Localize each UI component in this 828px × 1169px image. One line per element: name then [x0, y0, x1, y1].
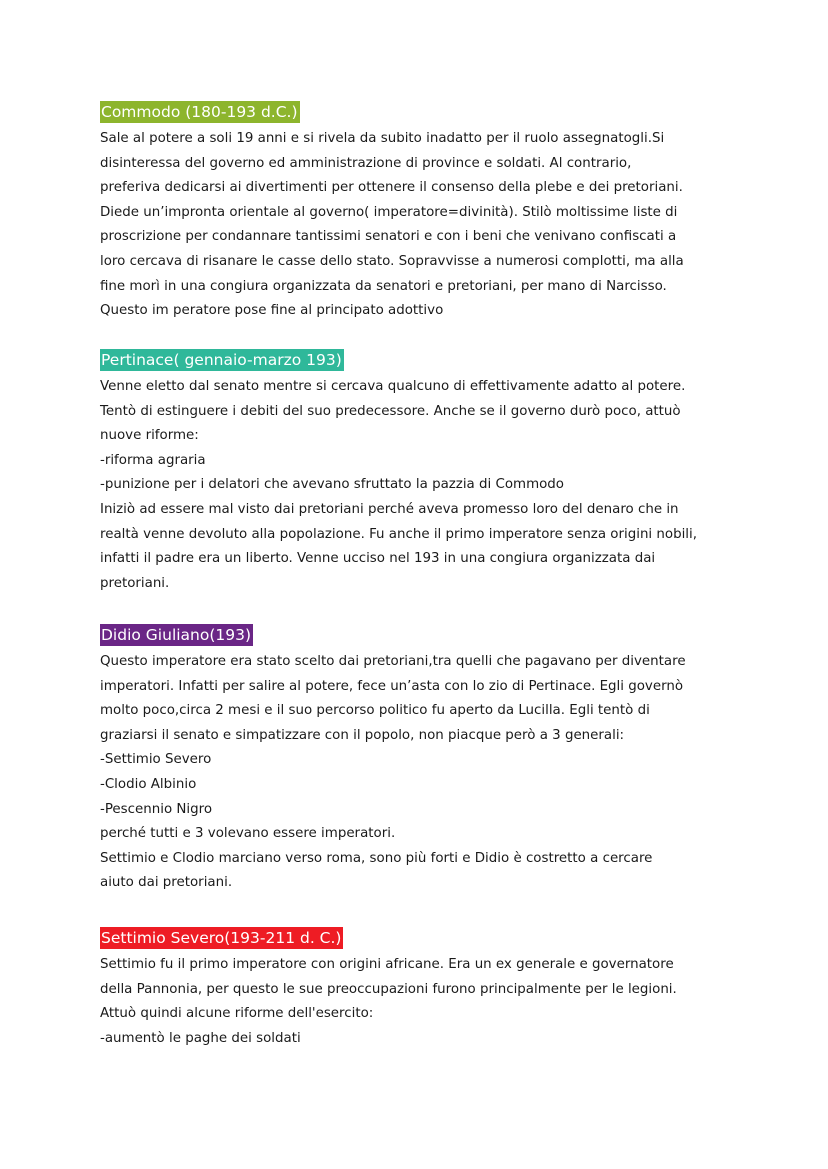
body-line: proscrizione per condannare tantissimi senatori e con i beni che venivano confiscati a	[100, 229, 677, 245]
body-line: pretoriani.	[100, 575, 170, 591]
section-commodo	[100, 101, 740, 324]
section-title-settimio-severo: Settimio Severo(193-211 d. C.)	[101, 929, 342, 947]
body-line: Tentò di estinguere i debiti del suo predecessore. Anche se il governo durò poco, attuò	[100, 403, 681, 419]
body-line: realtà venne devoluto alla popolazione. Fu anche il primo imperatore senza origini nobili,	[100, 526, 698, 542]
section-body-commodo	[100, 127, 740, 324]
body-line: aiuto dai pretoriani.	[100, 875, 233, 891]
body-line: Iniziò ad essere mal visto dai pretoriani perché aveva promesso loro del denaro che in	[100, 501, 679, 517]
section-body-pertinace	[100, 375, 740, 596]
body-line: Diede un’impronta orientale al governo( imperatore=divinità). Stilò moltissime liste di	[100, 204, 678, 220]
section-settimio-severo	[100, 927, 740, 1051]
body-line: disinteressa del governo ed amministrazione di province e soldati. Al contrario,	[100, 155, 632, 171]
body-line: -aumentò le paghe dei soldati	[100, 1030, 301, 1046]
body-line: della Pannonia, per questo le sue preoccupazioni furono principalmente per le legioni.	[100, 981, 677, 997]
body-line: Questo im peratore pose fine al principato adottivo	[100, 303, 444, 319]
body-line: Venne eletto dal senato mentre si cercava qualcuno di effettivamente adatto al potere.	[100, 379, 686, 394]
section-body-didio-giuliano	[100, 650, 740, 896]
section-title-didio-giuliano: Didio Giuliano(193)	[101, 626, 252, 644]
body-line: loro cercava di risanare le casse dello stato. Sopravvisse a numerosi complotti, ma alla	[100, 253, 684, 269]
body-line: Sale al potere a soli 19 anni e si rivela da subito inadatto per il ruolo assegnatogli.Si	[100, 131, 665, 146]
body-line: Settimio fu il primo imperatore con origini africane. Era un ex generale e governatore	[100, 957, 674, 972]
body-line: Questo imperatore era stato scelto dai pretoriani,tra quelli che pagavano per diventare	[100, 654, 686, 669]
body-line: Attuò quindi alcune riforme dell'esercito:	[100, 1006, 374, 1022]
body-line: graziarsi il senato e simpatizzare con il popolo, non piacque però a 3 generali:	[100, 727, 625, 743]
body-line: Settimio e Clodio marciano verso roma, sono più forti e Didio è costretto a cercare	[100, 850, 653, 866]
body-line: nuove riforme:	[100, 428, 199, 444]
body-line: -Settimio Severo	[100, 752, 212, 768]
section-title-commodo: Commodo (180-193 d.C.)	[101, 103, 298, 121]
body-line: fine morì in una congiura organizzata da senatori e pretoriani, per mano di Narcisso.	[100, 278, 667, 294]
section-didio-giuliano	[100, 624, 740, 896]
section-title-pertinace: Pertinace( gennaio-marzo 193)	[101, 351, 342, 369]
body-line: imperatori. Infatti per salire al potere, fece un’asta con lo zio di Pertinace. Egli governò	[100, 678, 684, 694]
body-line: infatti il padre era un liberto. Venne ucciso nel 193 in una congiura organizzata dai	[100, 551, 656, 567]
body-line: -Clodio Albinio	[100, 776, 197, 792]
section-pertinace	[100, 349, 740, 596]
section-body-settimio-severo	[100, 953, 740, 1051]
body-line: preferiva dedicarsi ai divertimenti per ottenere il consenso della plebe e dei pretoriani.	[100, 180, 683, 196]
body-line: perché tutti e 3 volevano essere imperatori.	[100, 826, 396, 842]
body-line: -riforma agraria	[100, 452, 206, 468]
body-line: molto poco,circa 2 mesi e il suo percorso politico fu aperto da Lucilla. Egli tentò di	[100, 703, 650, 719]
body-line: -punizione per i delatori che avevano sfruttato la pazzia di Commodo	[100, 477, 565, 493]
body-line: -Pescennio Nigro	[100, 801, 213, 817]
